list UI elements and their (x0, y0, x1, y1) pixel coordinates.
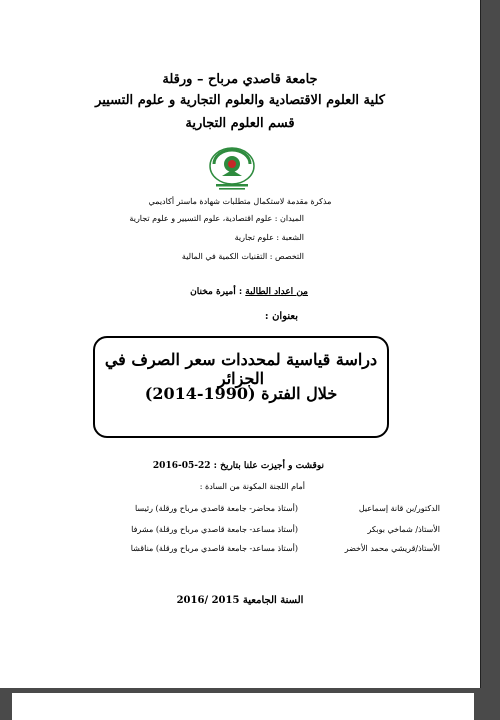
university-logo (192, 146, 272, 192)
committee-member-name: الأستاذ/ شماخي بوبكر (367, 525, 440, 534)
next-page-edge (12, 693, 474, 720)
thesis-title-line1: دراسة قياسية لمحددات سعر الصرف في الجزائر (104, 350, 378, 388)
committee-member-role: (أستاذ مساعد- جامعة قاصدي مرباح ورقلة) مناقشا (130, 544, 298, 553)
committee-member-role: (أستاذ مساعد- جامعة قاصدي مرباح ورقلة) مشرفا (131, 525, 298, 534)
university-name: جامعة قاصدي مرباح – ورقلة (162, 72, 318, 87)
branch-line: الشعبة : علوم تجارية (234, 233, 304, 242)
university-logo-graphic (192, 146, 272, 192)
student-label: من اعداد الطالبة (245, 287, 308, 297)
logo-caption-bar-2 (219, 188, 245, 190)
student-line (190, 287, 308, 297)
title-label: بعنوان : (264, 311, 298, 322)
academic-year: السنة الجامعية 2015 /2016 (176, 595, 304, 606)
committee-member-name: الأستاذ/قريشي محمد الأخضر (344, 544, 440, 553)
faculty-name: كلية العلوم الاقتصادية والعلوم التجارية و علوم التسيير (95, 93, 385, 108)
committee-label: أمام اللجنة المكونة من السادة : (199, 482, 305, 491)
viewer-frame-right (480, 0, 500, 720)
field-line: الميدان : علوم اقتصادية، علوم التسيير و علوم تجارية (129, 214, 304, 223)
thesis-title-line2: خلال الفترة (1990-2014) (144, 384, 338, 403)
defense-date: نوقشت و أجيزت علنا بتاريخ : 22-05-2016 (152, 461, 324, 471)
student-name: : أميرة مخنان (190, 287, 243, 297)
committee-member-name: الدكتور/بن قانة إسماعيل (358, 504, 440, 513)
specialty-line: التخصص : التقنيات الكمية في المالية (181, 252, 304, 261)
memo-description: مذكرة مقدمة لاستكمال متطلبات شهادة ماستر أكاديمي (148, 197, 332, 206)
committee-member-role: (أستاذ محاضر- جامعة قاصدي مرباح ورقلة) رئيسا (134, 504, 298, 513)
department-name: قسم العلوم التجارية (185, 116, 295, 131)
thesis-title-box (93, 336, 389, 438)
logo-dot (228, 160, 236, 168)
logo-caption-bar (216, 184, 248, 187)
logo-book-icon (222, 170, 242, 176)
